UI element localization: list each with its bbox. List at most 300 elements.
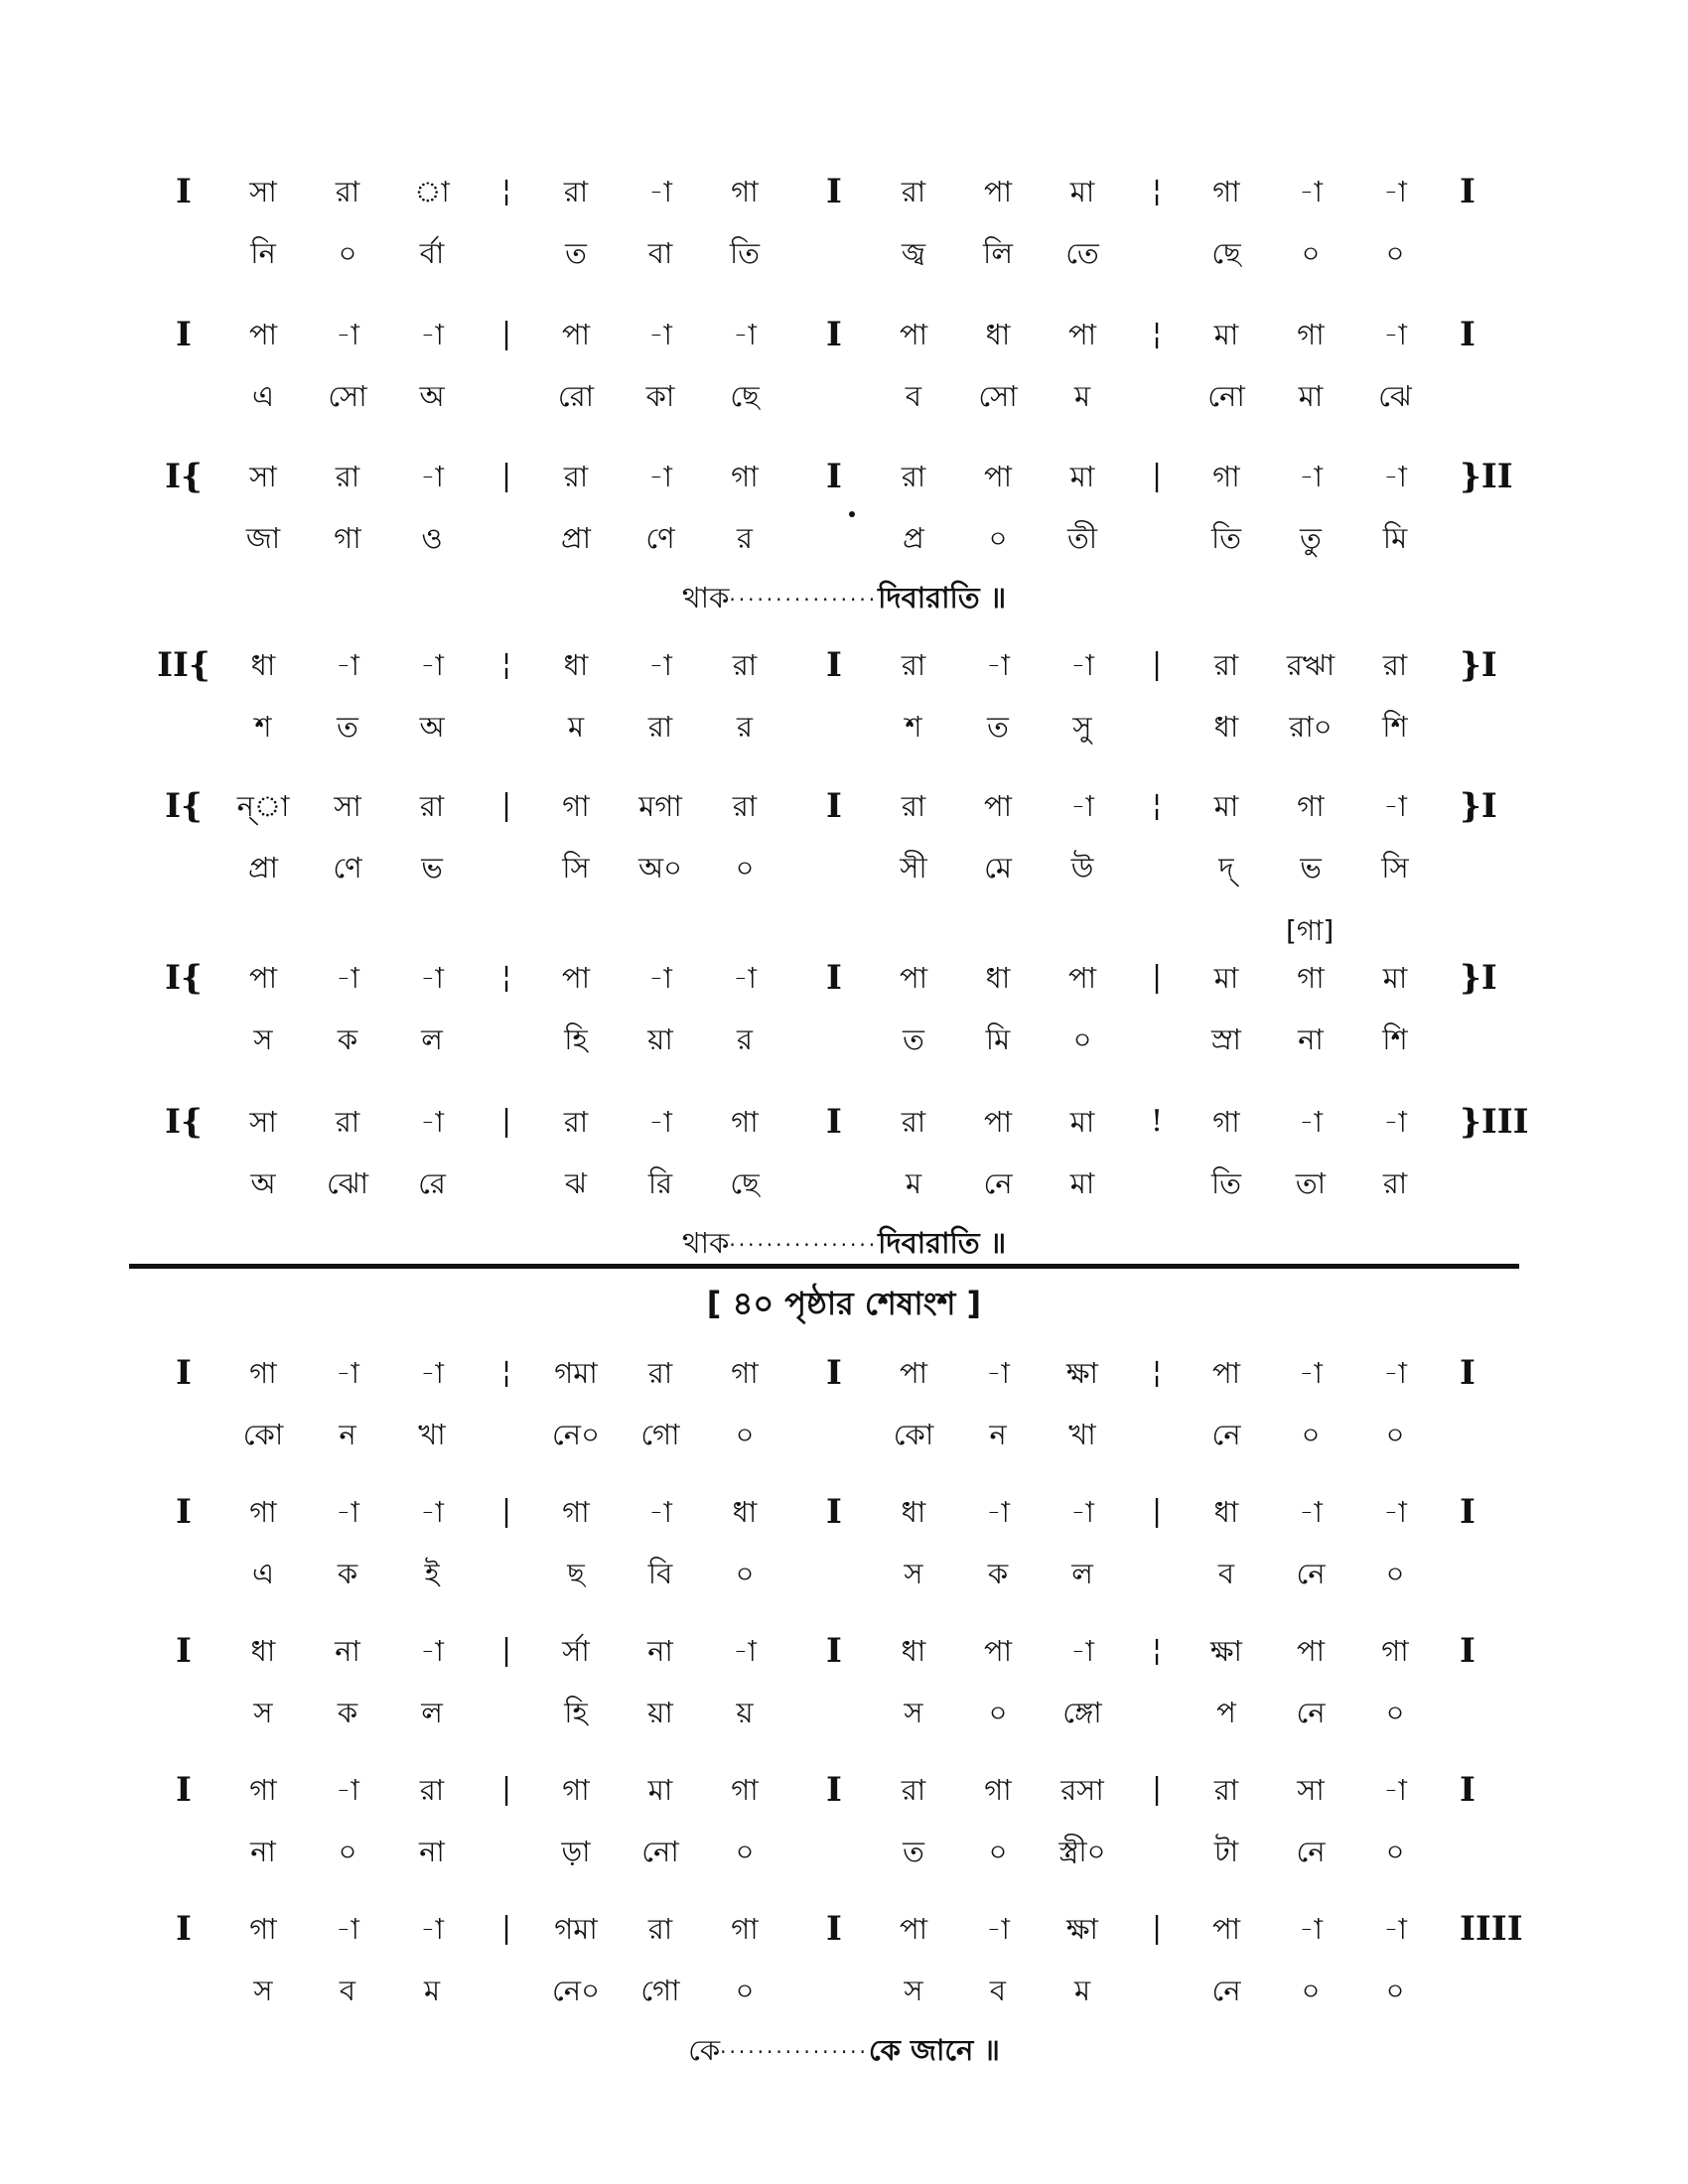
lyric-syllable: নে০ — [552, 1974, 600, 2007]
swara-note: গা — [562, 1773, 590, 1807]
swara-note: -া — [648, 648, 672, 682]
lyric-syllable: ০ — [735, 851, 755, 885]
lyric-syllable: ণে — [645, 521, 675, 555]
bar-line: }I — [1460, 645, 1497, 685]
bar-line: I — [176, 1631, 192, 1671]
swara-note: রা — [1213, 1773, 1239, 1807]
lyric-syllable: গা — [334, 521, 361, 555]
bar-line: I — [826, 1631, 842, 1671]
bar-line: ¦ — [500, 960, 512, 995]
lyric-syllable: স — [253, 1696, 273, 1729]
swara-note: গা — [731, 1105, 759, 1139]
lyric-syllable: গো — [640, 1974, 680, 2007]
bar-line: ¦ — [1151, 317, 1163, 351]
swara-note: রা — [335, 1105, 360, 1139]
swara-note: গা — [731, 1356, 759, 1390]
lyric-syllable: উ — [1070, 851, 1094, 885]
lyric-syllable: ব — [339, 1974, 356, 2007]
swara-note: মা — [1382, 961, 1408, 995]
swara-note: মা — [1069, 175, 1095, 208]
lyric-syllable: ব — [989, 1974, 1007, 2007]
bar-line: I — [1460, 315, 1476, 354]
swara-note: গা — [1297, 789, 1325, 823]
marker-start: থাক — [681, 581, 730, 614]
swara-note: গা — [562, 1495, 590, 1529]
swara-note: -া — [1299, 1356, 1323, 1390]
lyric-syllable: ০ — [1301, 1974, 1321, 2007]
swara-note: -া — [648, 1105, 672, 1139]
lyric-syllable: ০ — [735, 1418, 755, 1451]
lyric-syllable: ০ — [338, 1835, 357, 1868]
swara-row — [0, 1626, 1688, 1676]
swara-note: গা — [249, 1773, 277, 1807]
bar-line: I — [176, 1909, 192, 1949]
swara-note: গা — [1297, 961, 1325, 995]
swara-note: গা — [249, 1356, 277, 1390]
marker-start: থাক — [681, 1226, 730, 1260]
lyric-syllable: স — [904, 1557, 923, 1590]
swara-note: মা — [1069, 460, 1095, 493]
swara-note: ধা — [985, 961, 1011, 995]
swara-row — [0, 452, 1688, 501]
lyric-syllable: নে০ — [552, 1418, 600, 1451]
lyric-syllable: শ — [905, 710, 922, 744]
lyric-syllable: ছে — [1211, 236, 1241, 270]
lyric-syllable: রি — [647, 1166, 673, 1200]
lyric-syllable: শি — [1382, 710, 1408, 744]
bar-line: I — [826, 1102, 842, 1142]
bar-line: | — [1151, 647, 1163, 682]
lyric-syllable: বি — [647, 1557, 673, 1590]
lyric-syllable: নে — [983, 1166, 1013, 1200]
swara-note: গা — [1212, 175, 1240, 208]
swara-note: -া — [336, 648, 359, 682]
lyric-syllable: ল — [1071, 1557, 1093, 1590]
swara-row — [0, 1904, 1688, 1954]
bar-line: | — [1151, 960, 1163, 995]
swara-note: -া — [1299, 1912, 1323, 1946]
swara-note: -া — [648, 460, 672, 493]
lyric-syllable: য়া — [647, 1023, 673, 1056]
swara-note: ধা — [901, 1495, 926, 1529]
bar-line: | — [1151, 459, 1163, 493]
lyric-syllable: ক — [337, 1696, 358, 1729]
swara-note: -া — [1299, 460, 1323, 493]
lyric-syllable: স — [904, 1696, 923, 1729]
lyric-syllable: নে — [1211, 1974, 1241, 2007]
lyric-syllable: ০ — [338, 236, 357, 270]
lyric-syllable: র্বা — [419, 236, 445, 270]
lyric-syllable: য়া — [647, 1696, 673, 1729]
bar-line: I — [826, 172, 842, 211]
marker-end: কে জানে ॥ — [868, 2033, 1000, 2067]
lyric-syllable: দ্‌ — [1218, 851, 1234, 885]
bar-line: I{ — [165, 786, 203, 826]
lyric-syllable: হি — [564, 1696, 588, 1729]
lyric-syllable: মা — [1298, 379, 1324, 413]
lyric-syllable: ০ — [1301, 1418, 1321, 1451]
swara-note: -া — [1299, 1105, 1323, 1139]
swara-row — [0, 953, 1688, 1003]
lyric-syllable: নে — [1296, 1696, 1326, 1729]
swara-note: -া — [336, 961, 359, 995]
lyric-syllable: ল — [421, 1696, 443, 1729]
lyric-syllable: ঙ্গো — [1062, 1696, 1102, 1729]
lyric-syllable: নো — [1207, 379, 1245, 413]
lyric-syllable: তি — [1210, 521, 1242, 555]
lyric-syllable: ণে — [333, 851, 362, 885]
bar-line: }II — [1460, 457, 1513, 496]
swara-note: -া — [986, 1495, 1010, 1529]
lyric-syllable: মি — [985, 1023, 1011, 1056]
lyric-syllable: সি — [1381, 851, 1409, 885]
bar-line: I — [176, 1353, 192, 1393]
lyric-syllable: নে — [1211, 1418, 1241, 1451]
swara-note: গা — [731, 460, 759, 493]
swara-note: -া — [648, 175, 672, 208]
lyric-row — [0, 843, 1688, 892]
bar-line: | — [1151, 1772, 1163, 1807]
lyric-syllable: অ — [419, 710, 445, 744]
lyric-syllable: মি — [1382, 521, 1408, 555]
bar-line: | — [500, 788, 512, 823]
swara-note: পা — [561, 961, 591, 995]
lyric-syllable: মা — [1069, 1166, 1095, 1200]
swara-note: গা — [984, 1773, 1012, 1807]
swara-note: রা — [647, 1356, 673, 1390]
lyric-syllable: ও — [421, 521, 443, 555]
bar-line: I — [826, 786, 842, 826]
bar-line: | — [1151, 1911, 1163, 1946]
swara-note: গা — [1381, 1634, 1409, 1668]
swara-note: মা — [1213, 318, 1239, 351]
lyric-syllable: তি — [729, 236, 761, 270]
swara-note: রা — [901, 1105, 926, 1139]
lyric-syllable: অ — [250, 1166, 276, 1200]
swara-note: -া — [1383, 1105, 1407, 1139]
swara-note: পা — [1067, 961, 1097, 995]
repeat-marker — [626, 1218, 1062, 1268]
swara-note: ধা — [732, 1495, 758, 1529]
swara-note: -া — [1383, 1495, 1407, 1529]
swara-note: -া — [1383, 789, 1407, 823]
lyric-syllable: সো — [328, 379, 367, 413]
bar-line: I — [1460, 1353, 1476, 1393]
swara-note: ধা — [563, 648, 589, 682]
lyric-syllable: ছে — [730, 1166, 760, 1200]
swara-note: -া — [986, 648, 1010, 682]
swara-note: -া — [1383, 318, 1407, 351]
lyric-syllable: খা — [1068, 1418, 1096, 1451]
lyric-syllable: ০ — [988, 521, 1008, 555]
swara-note: রা — [647, 1912, 673, 1946]
alternate-note: [গা] — [1286, 914, 1335, 947]
swara-note: া — [414, 175, 450, 208]
swara-note: পা — [983, 1634, 1013, 1668]
swara-note: গা — [249, 1912, 277, 1946]
lyric-syllable: ক — [337, 1023, 358, 1056]
lyric-row — [0, 702, 1688, 751]
bar-line: I — [176, 315, 192, 354]
lyric-syllable: নে — [1296, 1835, 1326, 1868]
swara-note: ধা — [1213, 1495, 1239, 1529]
swara-note: -া — [648, 1495, 672, 1529]
bar-line: ! — [1150, 1104, 1164, 1139]
swara-note: গা — [731, 175, 759, 208]
lyric-syllable: ক — [987, 1557, 1009, 1590]
lyric-syllable: গো — [640, 1418, 680, 1451]
swara-note: গা — [1212, 1105, 1240, 1139]
marker-end: দিবারাতি ॥ — [878, 581, 1007, 614]
swara-note: পা — [899, 961, 928, 995]
swara-note: -া — [1070, 648, 1094, 682]
swara-note: রা — [419, 1773, 445, 1807]
swara-note: -া — [1299, 1495, 1323, 1529]
swara-note: -া — [986, 1356, 1010, 1390]
bar-line: | — [1151, 1494, 1163, 1529]
lyric-syllable: ত — [565, 236, 587, 270]
swara-note: রা — [1213, 648, 1239, 682]
swara-note: রা — [335, 175, 360, 208]
swara-note: রা — [563, 460, 589, 493]
lyric-row — [0, 228, 1688, 278]
bar-line: I — [826, 315, 842, 354]
lyric-row — [0, 1015, 1688, 1064]
lyric-syllable: ক — [337, 1557, 358, 1590]
lyric-syllable: নে — [1296, 1557, 1326, 1590]
bar-line: ¦ — [500, 647, 512, 682]
lyric-row — [0, 1159, 1688, 1208]
swara-note: সা — [334, 789, 361, 823]
swara-row — [0, 781, 1688, 831]
lyric-syllable: ড়া — [561, 1835, 591, 1868]
swara-note: পা — [561, 318, 591, 351]
swara-note: পা — [983, 460, 1013, 493]
swara-row — [0, 640, 1688, 690]
lyric-syllable: ভ — [1300, 851, 1322, 885]
swara-note: ক্ষা — [1210, 1634, 1242, 1668]
swara-note: -া — [733, 318, 757, 351]
swara-note: -া — [420, 1356, 444, 1390]
lyric-syllable: না — [1298, 1023, 1324, 1056]
swara-row — [0, 310, 1688, 359]
bar-line: ¦ — [1151, 174, 1163, 208]
swara-note: -া — [336, 1356, 359, 1390]
swara-note: -া — [420, 460, 444, 493]
swara-row — [0, 1487, 1688, 1537]
lyric-syllable: র — [737, 521, 753, 555]
lyric-syllable: তে — [1065, 236, 1099, 270]
lyric-syllable: প্র — [903, 521, 924, 555]
marker-dots: ················ — [729, 588, 879, 612]
lyric-syllable: ব — [905, 379, 922, 413]
swara-note: পা — [1211, 1912, 1241, 1946]
lyric-syllable: সো — [978, 379, 1018, 413]
swara-note: ধা — [985, 318, 1011, 351]
lyric-syllable: ল — [421, 1023, 443, 1056]
lyric-syllable: সী — [900, 851, 927, 885]
swara-note: রা — [419, 789, 445, 823]
continuation-caption: [ ৪০ পৃষ্ঠার শেষাংশ ] — [706, 1285, 982, 1322]
swara-note: পা — [983, 789, 1013, 823]
lyric-syllable: জা — [245, 521, 281, 555]
swara-note: গা — [562, 789, 590, 823]
marker-dots: ················ — [729, 1233, 879, 1257]
lyric-syllable: ঝ — [565, 1166, 587, 1200]
swara-note: -া — [1383, 1356, 1407, 1390]
swara-note: রা — [1382, 648, 1408, 682]
lyric-syllable: ম — [1073, 379, 1091, 413]
swara-note: রা — [901, 1773, 926, 1807]
lyric-syllable: ত — [903, 1835, 924, 1868]
lyric-syllable: সু — [1072, 710, 1092, 744]
swara-note: রসা — [1060, 1773, 1104, 1807]
lyric-syllable: র — [737, 710, 753, 744]
lyric-syllable: ত — [337, 710, 358, 744]
lyric-syllable: ০ — [988, 1696, 1008, 1729]
swara-note: পা — [1296, 1634, 1326, 1668]
lyric-syllable: নি — [250, 236, 276, 270]
swara-note: পা — [1211, 1356, 1241, 1390]
lyric-syllable: ধা — [1213, 710, 1239, 744]
lyric-row — [0, 1827, 1688, 1876]
swara-note: -া — [733, 1634, 757, 1668]
lyric-syllable: টা — [1213, 1835, 1239, 1868]
lyric-syllable: কা — [645, 379, 675, 413]
bar-line: I — [1460, 1631, 1476, 1671]
swara-note: পা — [248, 961, 278, 995]
lyric-syllable: ০ — [1301, 236, 1321, 270]
lyric-syllable: ব — [1217, 1557, 1235, 1590]
lyric-syllable: ০ — [735, 1835, 755, 1868]
swara-row — [0, 1765, 1688, 1815]
swara-note: -া — [1070, 1495, 1094, 1529]
swara-note: ক্ষা — [1066, 1912, 1098, 1946]
swara-note: -া — [420, 1105, 444, 1139]
lyric-syllable: ০ — [735, 1974, 755, 2007]
lyric-syllable: ভ — [421, 851, 443, 885]
swara-note: রা — [732, 648, 758, 682]
bar-line: | — [500, 459, 512, 493]
lyric-syllable: অ — [419, 379, 445, 413]
bar-line: ¦ — [1151, 1633, 1163, 1668]
lyric-syllable: স — [253, 1023, 273, 1056]
swara-row — [0, 1097, 1688, 1147]
swara-note: -া — [648, 961, 672, 995]
lyric-syllable: শ — [254, 710, 272, 744]
lyric-syllable: র — [737, 1023, 753, 1056]
bar-line: | — [500, 1633, 512, 1668]
lyric-syllable: নো — [641, 1835, 679, 1868]
bar-line: I — [826, 1492, 842, 1532]
lyric-syllable: জ্ব — [901, 236, 926, 270]
swara-note: রা — [901, 789, 926, 823]
swara-note: -া — [336, 1912, 359, 1946]
swara-note: রা — [335, 460, 360, 493]
bar-line: I — [826, 958, 842, 998]
lyric-syllable: রা — [1382, 1166, 1408, 1200]
bar-line: I — [826, 1353, 842, 1393]
lyric-syllable: অ০ — [638, 851, 682, 885]
lyric-syllable: রা০ — [1289, 710, 1333, 744]
lyric-row — [0, 1966, 1688, 2015]
bar-line: ¦ — [500, 1355, 512, 1390]
lyric-syllable: তা — [1295, 1166, 1327, 1200]
lyric-syllable: ০ — [1385, 1696, 1405, 1729]
lyric-syllable: প — [1216, 1696, 1236, 1729]
swara-note: পা — [899, 318, 928, 351]
lyric-syllable: রো — [557, 379, 595, 413]
swara-note: মগা — [638, 789, 682, 823]
bar-line: IIII — [1460, 1909, 1523, 1949]
lyric-syllable: না — [419, 1835, 445, 1868]
bar-line: I — [1460, 1492, 1476, 1532]
lyric-syllable: শি — [1382, 1023, 1408, 1056]
lyric-syllable: খা — [418, 1418, 446, 1451]
swara-note: না — [647, 1634, 673, 1668]
swara-note: রা — [563, 1105, 589, 1139]
swara-note: ধা — [901, 1634, 926, 1668]
lyric-row — [0, 371, 1688, 421]
lyric-syllable: ছ — [567, 1557, 585, 1590]
swara-note: -া — [1383, 175, 1407, 208]
lyric-syllable: ০ — [1385, 1974, 1405, 2007]
marker-start: কে — [688, 2033, 721, 2067]
swara-note: -া — [1299, 175, 1323, 208]
lyric-syllable: ০ — [1385, 1835, 1405, 1868]
swara-note: গা — [731, 1773, 759, 1807]
lyric-syllable: ০ — [735, 1557, 755, 1590]
swara-note: গা — [1297, 318, 1325, 351]
swara-note: ধা — [250, 648, 276, 682]
bar-line: }I — [1460, 958, 1497, 998]
lyric-syllable: ই — [424, 1557, 440, 1590]
bar-line: }III — [1460, 1102, 1529, 1142]
swara-note: -া — [1070, 789, 1094, 823]
lyric-syllable: এ — [251, 379, 275, 413]
bar-line: I — [176, 172, 192, 211]
swara-note: মা — [1213, 961, 1239, 995]
bar-line: I — [826, 1770, 842, 1810]
swara-note: রা — [563, 175, 589, 208]
lyric-syllable: ঝে — [1378, 379, 1412, 413]
bar-line: | — [500, 1494, 512, 1529]
bar-line: I{ — [165, 457, 203, 496]
lyric-syllable: ন — [989, 1418, 1007, 1451]
swara-note: পা — [983, 1105, 1013, 1139]
swara-note: -া — [420, 1634, 444, 1668]
swara-note: পা — [248, 318, 278, 351]
lyric-syllable: ত — [987, 710, 1009, 744]
swara-note: -া — [420, 648, 444, 682]
swara-note: সা — [249, 1105, 277, 1139]
bar-line: I{ — [165, 1102, 203, 1142]
lyric-syllable: ম — [423, 1974, 441, 2007]
swara-note: রা — [732, 789, 758, 823]
bar-line: I{ — [165, 958, 203, 998]
lyric-syllable: স — [253, 1974, 273, 2007]
swara-row — [0, 1348, 1688, 1398]
lyric-syllable: ম — [567, 710, 585, 744]
bar-line: I — [176, 1770, 192, 1810]
swara-note: সা — [249, 175, 277, 208]
swara-note: -া — [420, 1495, 444, 1529]
lyric-syllable: ঝো — [326, 1166, 369, 1200]
marker-dots: ················ — [720, 2040, 869, 2064]
lyric-syllable: বা — [647, 236, 673, 270]
bar-line: | — [500, 1911, 512, 1946]
swara-note: -া — [336, 1773, 359, 1807]
